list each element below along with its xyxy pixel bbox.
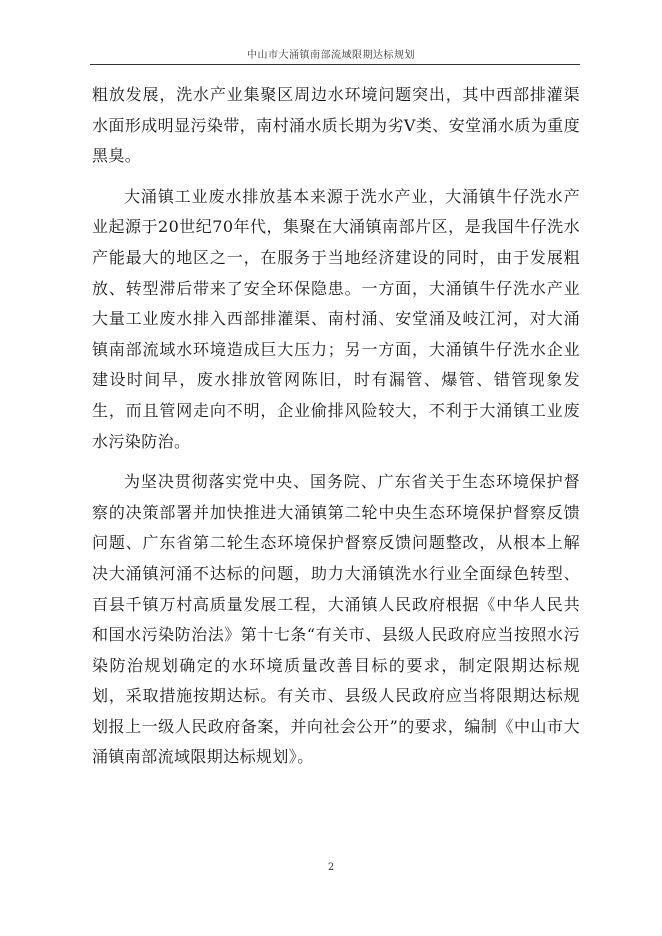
paragraph-1: 粗放发展，洗水产业集聚区周边水环境问题突出，其中西部排灌渠水面形成明显污染带，南村涌水质长期为劣Ⅴ类、安堂涌水质为重度黑臭。	[92, 85, 580, 166]
body-text	[92, 80, 580, 773]
page-number: 2	[327, 862, 335, 873]
paragraph-3: 为坚决贯彻落实党中央、国务院、广东省关于生态环境保护督察的决策部署并加快推进大涌镇第二轮中央生态环境保护督察反馈问题、广东省第二轮生态环境保护督察反馈问题整改，从根本上解决大涌镇河涌不达标的问题，助力大涌镇洗水行业全面绿色转型、百县千镇万村高质量发展工程，大涌镇人民政府根据《中华人民共和国水污染防治法》第十七条“有关市、县级人民政府应当按照水污染防治规划确定的水环境质量改善目标的要求，制定限期达标规划，采取措施按期达标。有关市、县级人民政府应当将限期达标规划报上一级人民政府备案，并向社会公开”的要求，编制《中山市大涌镇南部流域限期达标规划》。	[92, 472, 580, 767]
paragraph-2: 大涌镇工业废水排放基本来源于洗水产业，大涌镇牛仔洗水产业起源于20世纪70年代，集聚在大涌镇南部片区，是我国牛仔洗水产能最大的地区之一，在服务于当地经济建设的同时，由于发展粗放、转型滞后带来了安全环保隐患。一方面，大涌镇牛仔洗水产业大量工业废水排入西部排灌渠、南村涌、安堂涌及岐江河，对大涌镇南部流域水环境造成巨大压力；另一方面，大涌镇牛仔洗水企业建设时间早，废水排放管网陈旧，时有漏管、爆管、错管现象发生，而且管网走向不明，企业偷排风险较大，不利于大涌镇工业废水污染防治。	[92, 186, 580, 451]
header-rule	[90, 64, 580, 65]
running-header: 中山市大涌镇南部流域限期达标规划	[247, 50, 415, 61]
